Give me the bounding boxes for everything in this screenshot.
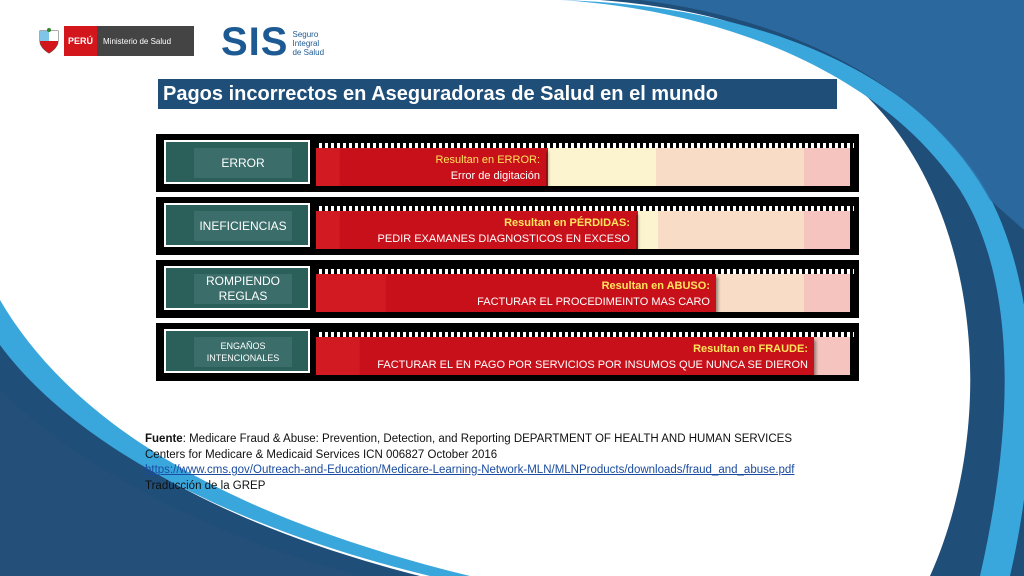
result-message (340, 149, 546, 186)
source-citation (145, 432, 865, 494)
ministerio-salud-logo (36, 26, 194, 56)
result-text: FACTURAR EL EN PAGO POR SERVICIOS POR INSUMOS QUE NUNCA SE DIERON (377, 359, 808, 371)
sis-logo-subtitle (292, 30, 324, 57)
sis-logo (221, 20, 325, 64)
result-text: FACTURAR EL PROCEDIMEINTO MAS CARO (477, 296, 710, 308)
peru-coat-of-arms-icon (36, 27, 62, 55)
segment-pink (804, 209, 850, 249)
ministry-label: Ministerio de Salud (97, 26, 194, 56)
segment-pale-yellow (548, 146, 656, 186)
result-heading: Resultan en ABUSO: (601, 280, 710, 292)
source-line-2: Centers for Medicare & Medicaid Services ICN 006827 October 2016 (145, 448, 498, 461)
segment-peach (716, 272, 804, 312)
result-message (386, 275, 716, 312)
segment-pink (804, 146, 850, 186)
tick-baseline (316, 266, 854, 269)
row-label: ENGAÑOS INTENCIONALES (194, 337, 292, 367)
row-label: ROMPIENDO REGLAS (194, 274, 292, 304)
title-bar (155, 79, 837, 109)
segment-pale-yellow (638, 209, 658, 249)
spectrum-bar (316, 203, 854, 249)
segment-pink (804, 272, 850, 312)
source-link[interactable]: https://www.cms.gov/Outreach-and-Education/Medicare-Learning-Network-MLN/MLNProducts/downloads/fraud_and_abuse.pdf (145, 464, 795, 476)
row-label-box (164, 203, 310, 247)
tick-baseline (316, 329, 854, 332)
sis-logo-text: SIS (221, 20, 289, 64)
category-row-error (156, 134, 859, 192)
source-label: Fuente (145, 433, 183, 445)
result-heading: Resultan en ERROR: (435, 154, 540, 166)
result-heading: Resultan en PÉRDIDAS: (504, 217, 630, 229)
spectrum-bar (316, 140, 854, 186)
category-row-rompiendo-reglas (156, 260, 859, 318)
result-message (360, 338, 814, 375)
page-title: Pagos incorrectos en Aseguradoras de Salud en el mundo (163, 83, 718, 105)
row-label: ERROR (194, 148, 292, 178)
translation-note: Traducción de la GREP (145, 479, 266, 492)
sis-sub-line: Seguro (292, 29, 319, 39)
category-row-ineficiencias (156, 197, 859, 255)
result-text: Error de digitación (450, 170, 540, 182)
row-label-box (164, 266, 310, 310)
row-label-box (164, 140, 310, 184)
peru-label: PERÚ (64, 26, 97, 56)
tick-baseline (316, 203, 854, 206)
result-text: PEDIR EXAMANES DIAGNOSTICOS EN EXCESO (377, 233, 630, 245)
result-message (340, 212, 636, 249)
spectrum-bar (316, 266, 854, 312)
sis-sub-line: Integral (292, 38, 320, 48)
spectrum-bar (316, 329, 854, 375)
sis-sub-line: de Salud (292, 47, 325, 57)
source-text: : Medicare Fraud & Abuse: Prevention, Detection, and Reporting DEPARTMENT OF HEALTH AND HUMAN SERVICES (182, 433, 793, 445)
category-row-enganos-intencionales (156, 323, 859, 381)
row-label-box (164, 329, 310, 373)
source-line (145, 432, 865, 448)
result-heading: Resultan en FRAUDE: (693, 343, 808, 355)
segment-pink (814, 335, 850, 375)
segment-peach (656, 146, 804, 186)
tick-baseline (316, 140, 854, 143)
row-label: INEFICIENCIAS (194, 211, 292, 241)
payment-categories (156, 131, 860, 387)
segment-peach (658, 209, 804, 249)
